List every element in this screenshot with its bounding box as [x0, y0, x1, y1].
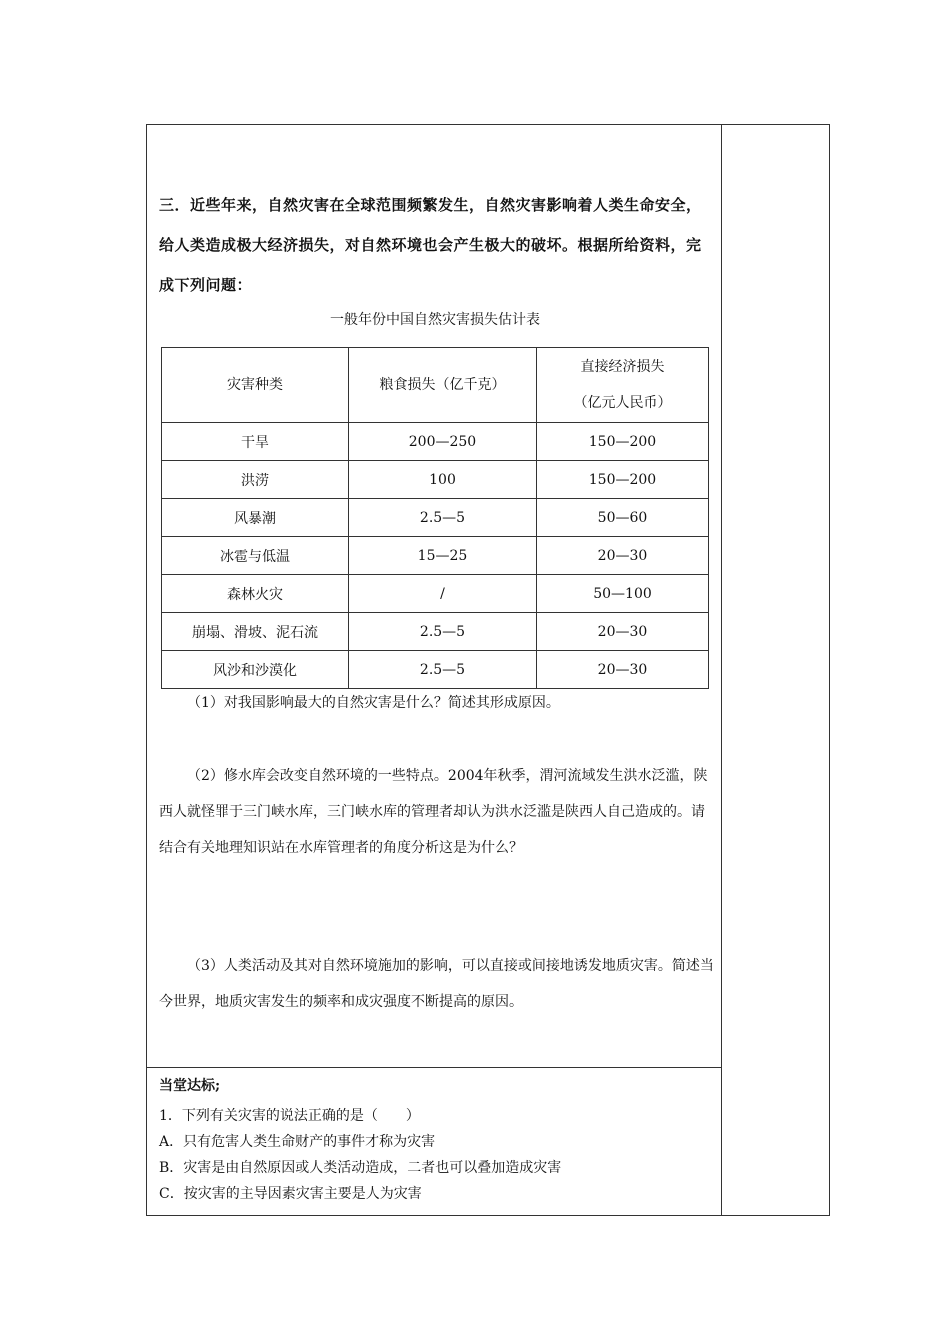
cell-grain: 2.5—5	[349, 499, 537, 537]
cell-disaster: 洪涝	[162, 461, 349, 499]
header-economic-loss-line1: 直接经济损失	[580, 359, 665, 375]
table-header-row	[162, 348, 709, 423]
cell-disaster: 森林火灾	[162, 575, 349, 613]
table-row	[162, 537, 709, 575]
table-row	[162, 575, 709, 613]
practice-option-c: C．按灾害的主导因素灾害主要是人为灾害	[159, 1186, 422, 1202]
row-divider	[147, 1067, 721, 1068]
header-grain-loss: 粮食损失（亿千克）	[349, 348, 537, 423]
practice-option-a: A．只有危害人类生命财产的事件才称为灾害	[159, 1134, 436, 1150]
cell-economic: 20—30	[537, 537, 709, 575]
cell-disaster: 干旱	[162, 423, 349, 461]
cell-economic: 20—30	[537, 613, 709, 651]
question-3: （3）人类活动及其对自然环境施加的影响，可以直接或间接地诱发地质灾害。简述当今世界，地质灾害发生的频率和成灾强度不断提高的原因。	[159, 958, 714, 1010]
cell-grain: 200—250	[349, 423, 537, 461]
cell-grain: 15—25	[349, 537, 537, 575]
header-economic-loss	[537, 348, 709, 423]
cell-economic: 150—200	[537, 423, 709, 461]
question-1: （1）对我国影响最大的自然灾害是什么？简述其形成原因。	[187, 695, 560, 711]
table-row	[162, 423, 709, 461]
table-row	[162, 613, 709, 651]
practice-section	[159, 1073, 715, 1207]
cell-economic: 150—200	[537, 461, 709, 499]
cell-grain: /	[349, 575, 537, 613]
table-row	[162, 461, 709, 499]
table-row	[162, 499, 709, 537]
practice-title: 当堂达标;	[159, 1078, 221, 1094]
header-economic-loss-line2: （亿元人民币）	[573, 395, 672, 411]
worksheet-frame	[146, 124, 830, 1216]
column-divider	[721, 125, 722, 1215]
cell-economic: 20—30	[537, 651, 709, 689]
disaster-loss-table	[161, 347, 709, 689]
section-3-intro: 三．近些年来，自然灾害在全球范围频繁发生，自然灾害影响着人类生命安全，给人类造成极大经济损失，对自然环境也会产生极大的破坏。根据所给资料，完成下列问题：	[159, 196, 702, 294]
cell-grain: 2.5—5	[349, 613, 537, 651]
table-row	[162, 651, 709, 689]
cell-disaster: 风沙和沙漠化	[162, 651, 349, 689]
cell-disaster: 冰雹与低温	[162, 537, 349, 575]
cell-grain: 100	[349, 461, 537, 499]
table-caption: 一般年份中国自然灾害损失估计表	[330, 312, 540, 328]
cell-disaster: 风暴潮	[162, 499, 349, 537]
cell-grain: 2.5—5	[349, 651, 537, 689]
header-disaster-type: 灾害种类	[162, 348, 349, 423]
cell-disaster: 崩塌、滑坡、泥石流	[162, 613, 349, 651]
question-2: （2）修水库会改变自然环境的一些特点。2004年秋季，渭河流域发生洪水泛滥，陕西人就怪罪于三门峡水库，三门峡水库的管理者却认为洪水泛滥是陕西人自己造成的。请结合有关地理知识站在水库管理者的角度分析这是为什么？	[159, 768, 708, 856]
practice-question: 1．下列有关灾害的说法正确的是（ ）	[159, 1108, 420, 1124]
cell-economic: 50—60	[537, 499, 709, 537]
cell-economic: 50—100	[537, 575, 709, 613]
practice-option-b: B．灾害是由自然原因或人类活动造成，二者也可以叠加造成灾害	[159, 1160, 562, 1176]
